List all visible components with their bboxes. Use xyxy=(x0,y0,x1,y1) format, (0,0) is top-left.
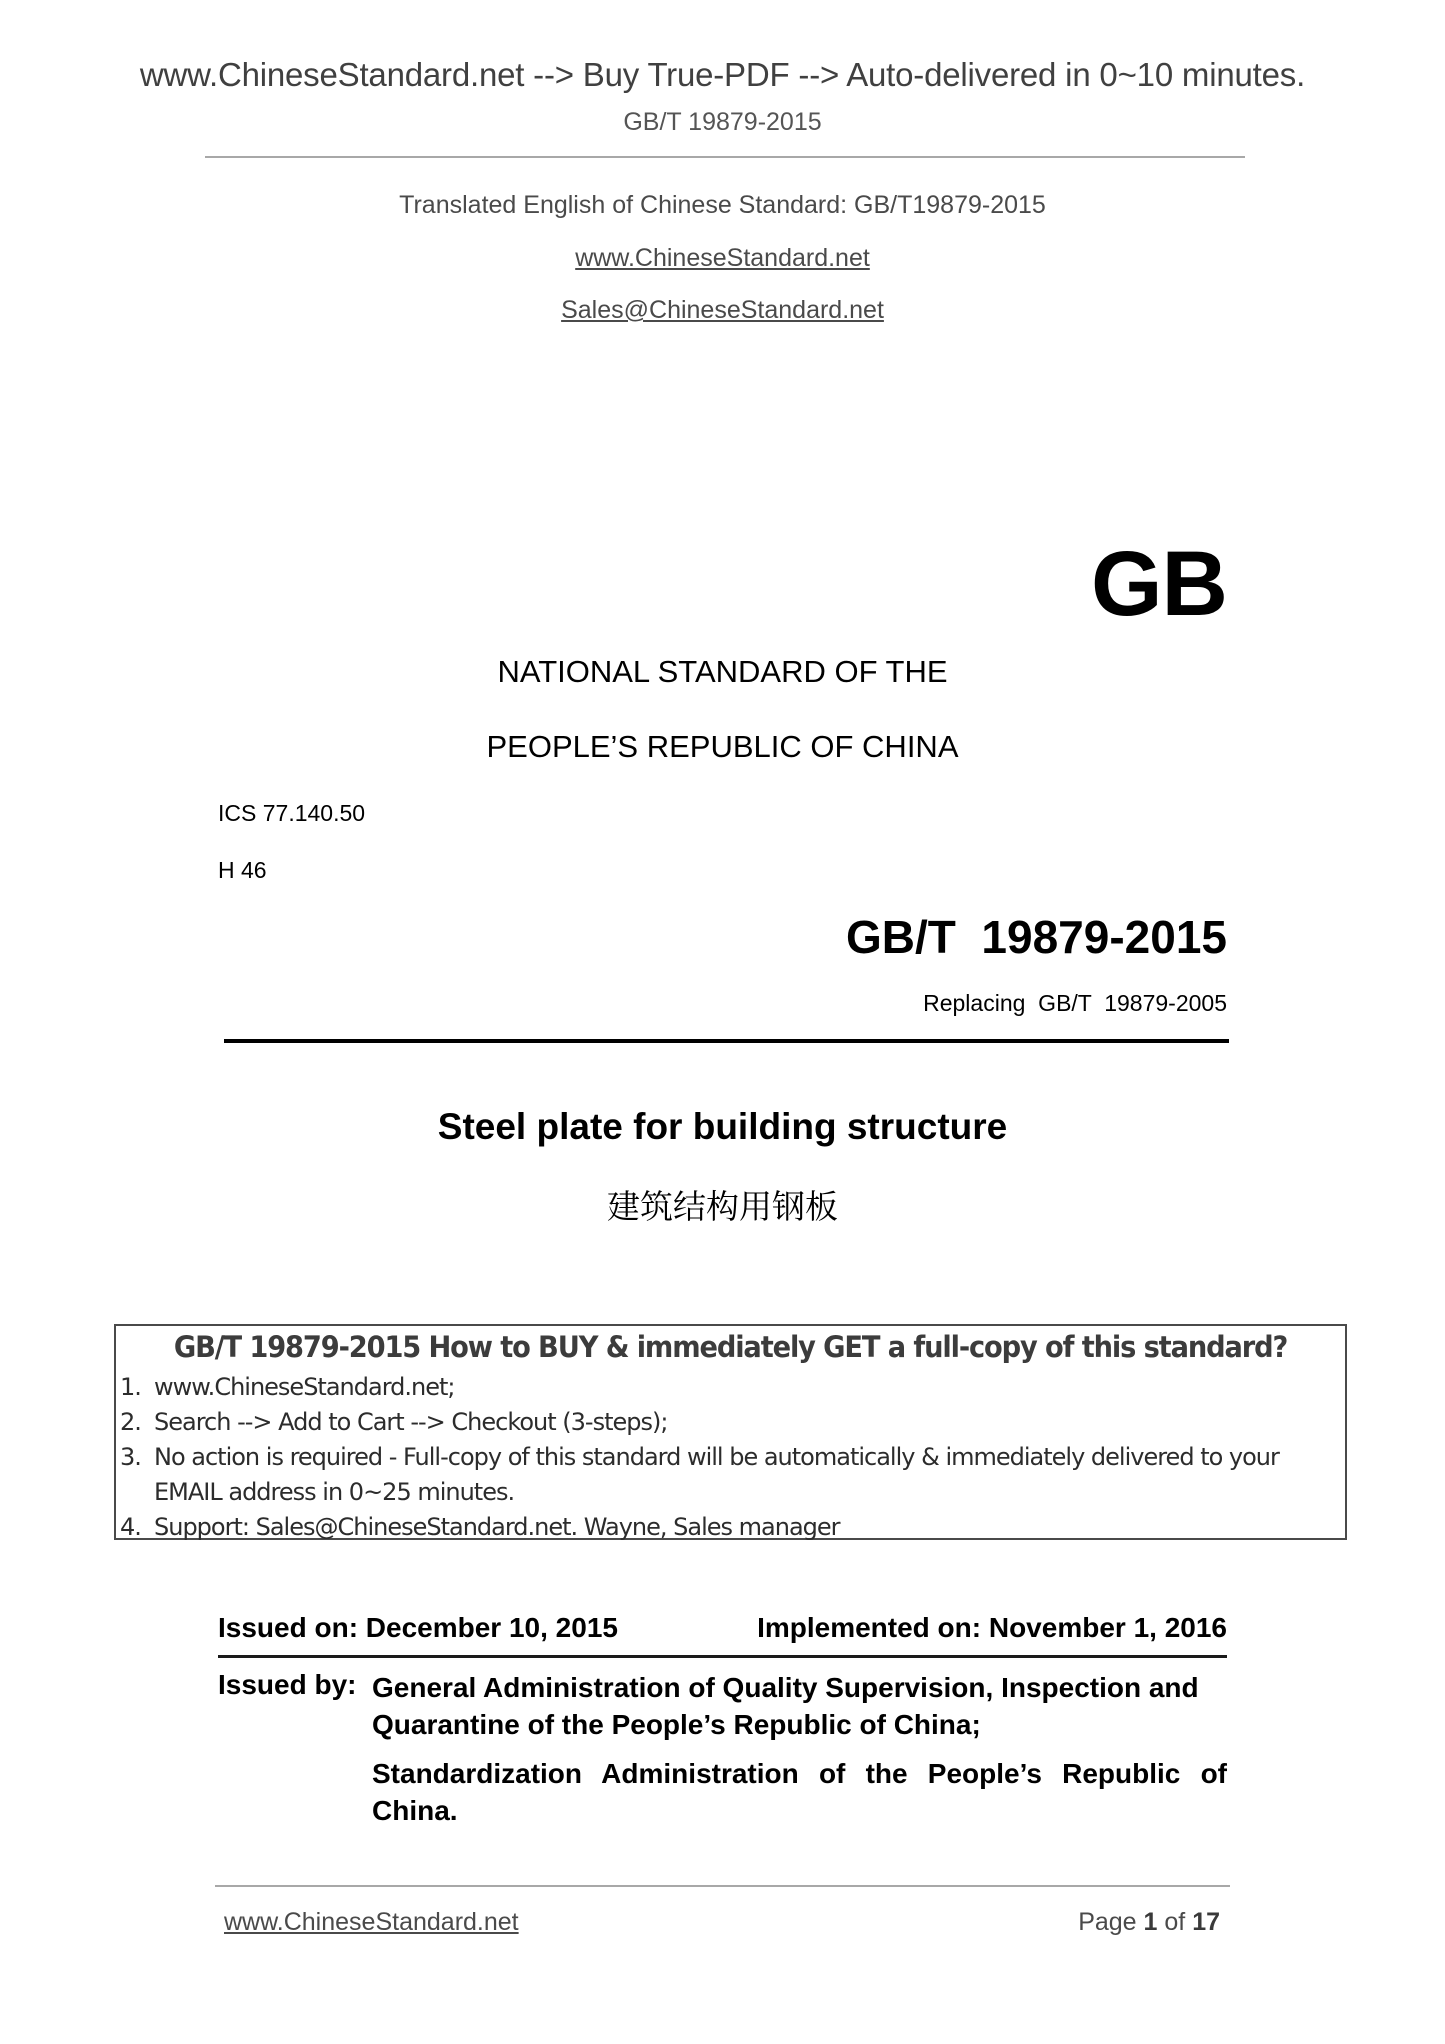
purchase-info-title: GB/T 19879-2015 How to BUY & immediately GET a full-copy of this standard? xyxy=(173,1330,1288,1364)
issued-on-date: Issued on: December 10, 2015 xyxy=(218,1612,618,1643)
page-mid: of xyxy=(1157,1908,1193,1936)
website-link[interactable]: www.ChineseStandard.net xyxy=(575,244,870,272)
purchase-info-box xyxy=(114,1324,1347,1540)
issued-by-label: Issued by: xyxy=(218,1669,357,1700)
classification-code: H 46 xyxy=(218,857,267,883)
step-number: 3. xyxy=(120,1443,141,1471)
header-banner: www.ChineseStandard.net --> Buy True-PDF --> Auto-delivered in 0~10 minutes. xyxy=(139,56,1306,93)
issuer-aqsiq: General Administration of Quality Supervision, Inspection and Quarantine of the People’s Republic of China; xyxy=(372,1672,1199,1740)
footer-divider xyxy=(215,1885,1230,1887)
step-text: No action is required - Full-copy of this standard will be automatically & immediately delivered to your EMAIL address in 0~25 minutes. xyxy=(154,1443,1279,1506)
footer-website-link[interactable]: www.ChineseStandard.net xyxy=(224,1908,519,1936)
step-text: Support: Sales@ChineseStandard.net. Wayne, Sales manager xyxy=(154,1513,840,1541)
national-standard-line-2: PEOPLE’S REPUBLIC OF CHINA xyxy=(486,729,959,764)
translated-notice: Translated English of Chinese Standard: GB/T19879-2015 xyxy=(399,191,1046,219)
national-standard-line-1: NATIONAL STANDARD OF THE xyxy=(497,654,948,689)
purchase-step xyxy=(120,1440,1339,1510)
step-number: 2. xyxy=(120,1408,141,1436)
step-number: 1. xyxy=(120,1373,141,1401)
sales-email-link[interactable]: Sales@ChineseStandard.net xyxy=(561,296,884,324)
current-page: 1 xyxy=(1143,1908,1158,1936)
step-number: 4. xyxy=(120,1513,141,1541)
replacing-standard: Replacing GB/T 19879-2005 xyxy=(923,990,1227,1016)
ics-code: ICS 77.140.50 xyxy=(218,800,366,826)
step-text: Search --> Add to Cart --> Checkout (3-steps); xyxy=(154,1408,668,1436)
header-standard-code: GB/T 19879-2015 xyxy=(623,108,822,136)
purchase-step xyxy=(120,1510,1339,1545)
document-title-chinese: 建筑结构用钢板 xyxy=(607,1187,838,1226)
title-divider xyxy=(224,1039,1229,1043)
step-text: www.ChineseStandard.net; xyxy=(154,1373,455,1401)
page-prefix: Page xyxy=(1078,1908,1144,1936)
implemented-on-date: Implemented on: November 1, 2016 xyxy=(757,1612,1227,1643)
standard-number: GB/T 19879-2015 xyxy=(845,911,1227,963)
purchase-step xyxy=(120,1405,1339,1440)
total-pages: 17 xyxy=(1192,1908,1220,1936)
purchase-steps-list xyxy=(120,1370,1339,1545)
page-indicator xyxy=(1078,1908,1220,1937)
issuer-sac: Standardization Administration of the People’s Republic of China. xyxy=(372,1758,1227,1826)
issuance-divider xyxy=(218,1655,1227,1658)
header-divider xyxy=(205,156,1245,158)
purchase-step xyxy=(120,1370,1339,1405)
gb-logo: GB xyxy=(1091,533,1227,635)
document-title-english: Steel plate for building structure xyxy=(437,1106,1008,1147)
